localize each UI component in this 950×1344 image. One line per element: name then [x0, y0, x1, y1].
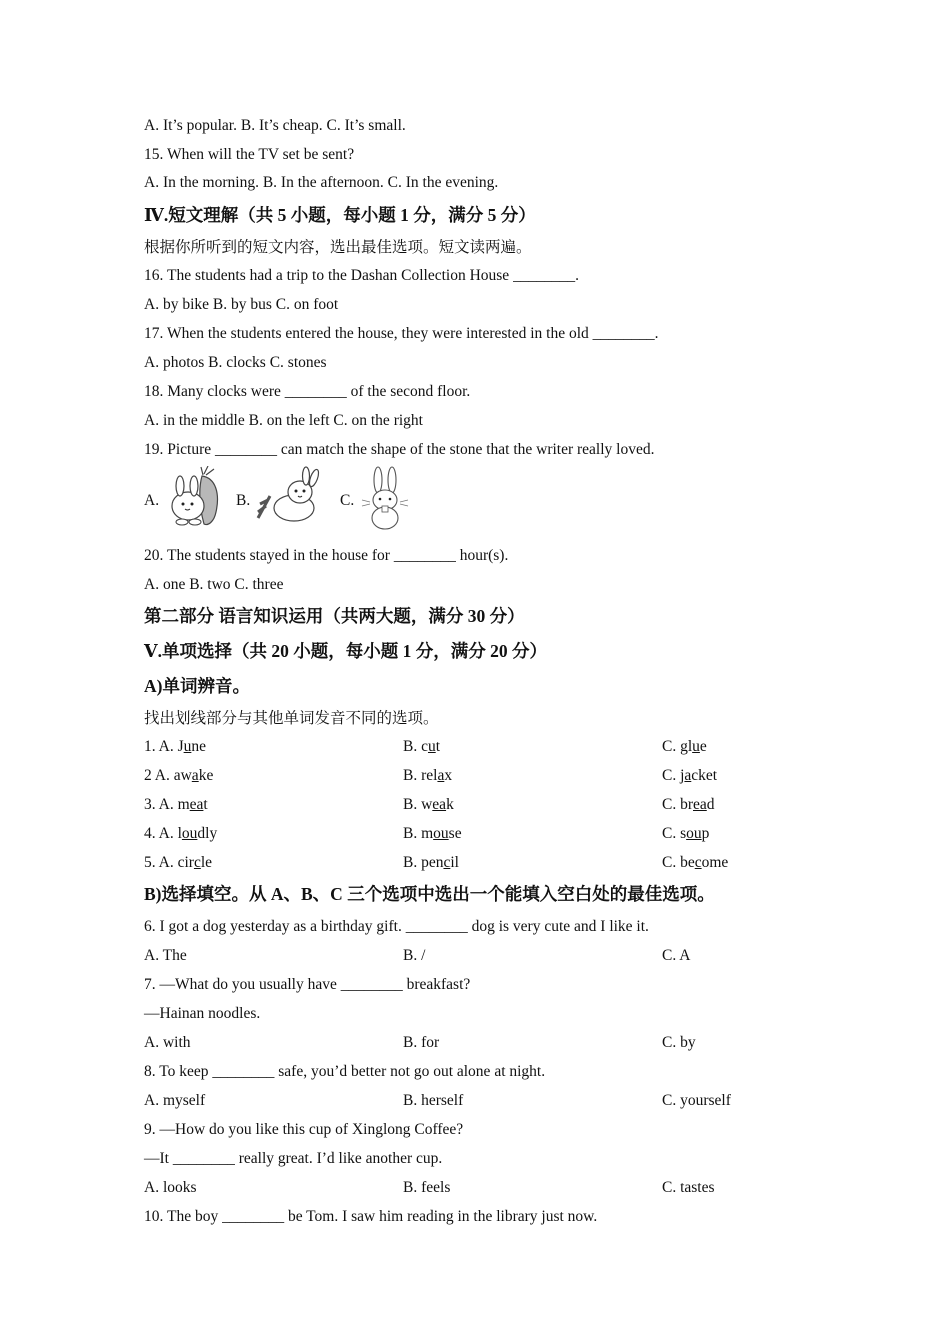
q17-options: A. photos B. clocks C. stones: [144, 354, 327, 371]
q19-pictures: [144, 466, 444, 532]
phonetics-option-b: [403, 737, 440, 757]
word-part: 5. A. cir: [144, 854, 194, 871]
phonetics-row: [144, 766, 924, 786]
word-part: C. s: [662, 825, 687, 842]
phonetics-option-c: [662, 795, 715, 815]
q19-label-c: C.: [340, 492, 355, 509]
underlined-letters: u: [692, 738, 700, 755]
word-part: p: [701, 825, 710, 842]
phonetics-option-c: [662, 737, 707, 757]
word-part: B. pen: [403, 854, 444, 871]
rabbit-carrot-picture-a: [164, 466, 224, 532]
word-part: cket: [691, 767, 718, 784]
word-part: t: [435, 738, 441, 755]
phonetics-option-a: [144, 766, 213, 786]
word-part: se: [448, 825, 462, 842]
section4-title: Ⅳ.短文理解（共 5 小题，每小题 1 分，满分 5 分）: [144, 205, 536, 225]
word-part: B. m: [403, 825, 434, 842]
q16-options: A. by bike B. by bus C. on foot: [144, 296, 339, 313]
q15-options: A. In the morning. B. In the afternoon. C. In the evening.: [144, 174, 499, 191]
phonetics-option-a: [144, 737, 206, 757]
option-b: B. herself: [403, 1092, 464, 1109]
q18-question: 18. Many clocks were ________ of the second floor.: [144, 383, 471, 400]
rabbit-standing-picture-c: [358, 466, 414, 532]
word-part: ome: [701, 854, 729, 871]
part2-title: 第二部分 语言知识运用（共两大题，满分 30 分）: [144, 606, 525, 626]
word-part: il: [450, 854, 459, 871]
word-part: C. be: [662, 854, 695, 871]
option-a: A. myself: [144, 1092, 206, 1109]
word-part: x: [444, 767, 453, 784]
q7-question: 7. —What do you usually have ________ breakfast?: [144, 976, 471, 993]
option-c: C. by: [662, 1034, 696, 1051]
phonetics-option-a: [144, 795, 208, 815]
underlined-letters: a: [437, 767, 445, 784]
underlined-letters: ou: [181, 825, 198, 842]
phonetics-row: [144, 853, 924, 873]
phonetics-option-b: [403, 766, 452, 786]
word-part: C. br: [662, 796, 693, 813]
q14-options: A. It’s popular. B. It’s cheap. C. It’s small.: [144, 117, 406, 134]
option-b: B. feels: [403, 1179, 451, 1196]
q18-options: A. in the middle B. on the left C. on the right: [144, 412, 423, 429]
phonetics-row: [144, 795, 924, 815]
underlined-letters: ea: [693, 796, 707, 813]
underlined-letters: ea: [432, 796, 447, 813]
q7-answer: —Hainan noodles.: [144, 1005, 261, 1022]
word-part: 4. A. l: [144, 825, 182, 842]
option-c: C. tastes: [662, 1179, 715, 1196]
word-part: B. rel: [403, 767, 438, 784]
q7-options: [144, 1033, 924, 1053]
underlined-letters: c: [694, 854, 702, 871]
word-part: ke: [198, 767, 214, 784]
underlined-letters: ea: [189, 796, 204, 813]
option-c: C. yourself: [662, 1092, 731, 1109]
q15-question: 15. When will the TV set be sent?: [144, 146, 355, 163]
subsection-a-title: A)单词辨音。: [144, 676, 250, 696]
phonetics-option-b: [403, 795, 454, 815]
word-part: B. c: [403, 738, 428, 755]
word-part: dly: [197, 825, 218, 842]
q20-options: A. one B. two C. three: [144, 576, 284, 593]
q19-label-b: B.: [236, 492, 251, 509]
underlined-letters: a: [191, 767, 199, 784]
q6-question: 6. I got a dog yesterday as a birthday gift. ________ dog is very cute and I like it.: [144, 918, 649, 935]
underlined-letters: ou: [433, 825, 449, 842]
phonetics-option-b: [403, 824, 462, 844]
word-part: C. gl: [662, 738, 693, 755]
phonetics-row: [144, 824, 924, 844]
phonetics-option-c: [662, 824, 709, 844]
q19-label-a: A.: [144, 492, 160, 509]
underlined-letters: c: [443, 854, 451, 871]
word-part: C. j: [662, 767, 685, 784]
q6-options: [144, 946, 924, 966]
option-b: B. /: [403, 947, 426, 964]
underlined-letters: ou: [686, 825, 702, 842]
underlined-letters: u: [427, 738, 436, 755]
q10-question: 10. The boy ________ be Tom. I saw him reading in the library just now.: [144, 1208, 598, 1225]
word-part: 2 A. aw: [144, 767, 192, 784]
word-part: t: [203, 796, 208, 813]
q9-answer: —It ________ really great. I’d like another cup.: [144, 1150, 443, 1167]
underlined-letters: u: [183, 738, 192, 755]
word-part: k: [446, 796, 454, 813]
q9-options: [144, 1178, 924, 1198]
subsection-b-title: B)选择填空。从 A、B、C 三个选项中选出一个能填入空白处的最佳选项。: [144, 884, 715, 904]
section4-instruction: 根据你所听到的短文内容，选出最佳选项。短文读两遍。: [144, 239, 532, 256]
q20-question: 20. The students stayed in the house for ________ hour(s).: [144, 547, 509, 564]
word-part: e: [699, 738, 707, 755]
word-part: B. w: [403, 796, 433, 813]
q8-options: [144, 1091, 924, 1111]
phonetics-option-c: [662, 853, 728, 873]
q17-question: 17. When the students entered the house, they were interested in the old ________.: [144, 325, 659, 342]
phonetics-row: [144, 737, 924, 757]
option-b: B. for: [403, 1034, 440, 1051]
option-a: A. The: [144, 947, 187, 964]
rabbit-lying-picture-b: [254, 466, 326, 528]
word-part: 3. A. m: [144, 796, 190, 813]
phonetics-option-b: [403, 853, 459, 873]
underlined-letters: c: [193, 854, 201, 871]
word-part: 1. A. J: [144, 738, 184, 755]
underlined-letters: a: [684, 767, 692, 784]
word-part: ne: [191, 738, 207, 755]
option-a: A. with: [144, 1034, 191, 1051]
option-c: C. A: [662, 947, 691, 964]
phonetics-option-a: [144, 824, 217, 844]
q8-question: 8. To keep ________ safe, you’d better not go out alone at night.: [144, 1063, 546, 1080]
phonetics-option-c: [662, 766, 717, 786]
subsection-a-instruction: 找出划线部分与其他单词发音不同的选项。: [144, 710, 439, 727]
word-part: le: [200, 854, 213, 871]
q9-question: 9. —How do you like this cup of Xinglong Coffee?: [144, 1121, 464, 1138]
section5-title: Ⅴ.单项选择（共 20 小题，每小题 1 分，满分 20 分）: [144, 641, 547, 661]
phonetics-option-a: [144, 853, 212, 873]
option-a: A. looks: [144, 1179, 197, 1196]
word-part: d: [706, 796, 715, 813]
q16-question: 16. The students had a trip to the Dashan Collection House ________.: [144, 267, 579, 284]
q19-question: 19. Picture ________ can match the shape of the stone that the writer really loved.: [144, 441, 655, 458]
